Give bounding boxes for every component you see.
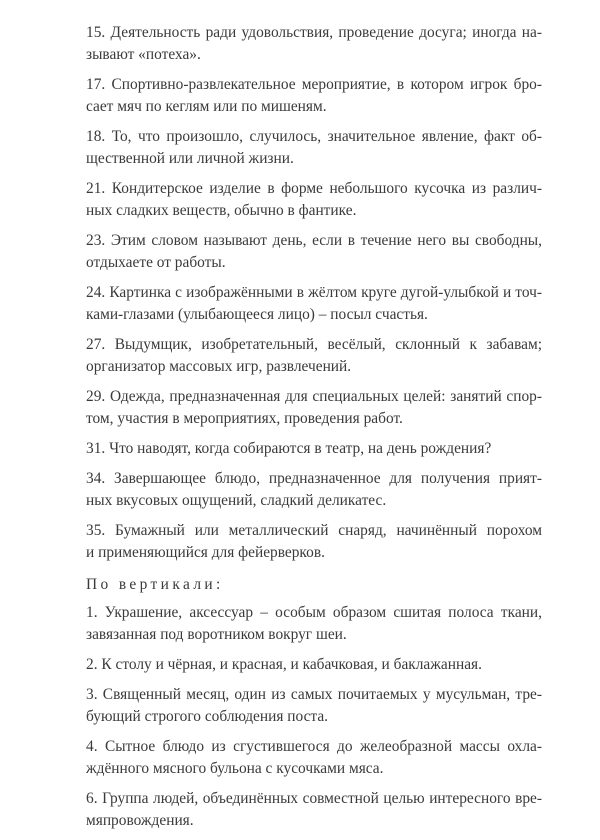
- clue-27: [66, 334, 542, 378]
- clue-line: и применяющийся для фейерверков.: [86, 544, 325, 561]
- clue-line: ных сладких веществ, обычно в фантике.: [86, 202, 357, 219]
- clue-line: зывают «потеха».: [86, 46, 201, 63]
- clue-line: бующий строгого соблюдения поста.: [86, 708, 329, 725]
- clue-line: 21. Кондитерское изделие в форме небольшого кусочка из различ-: [86, 180, 542, 197]
- clue-line: 34. Завершающее блюдо, предназначенное для получения прият-: [86, 470, 542, 487]
- clue-line: 27. Выдумщик, изобретательный, весёлый, склонный к забавам;: [86, 336, 542, 353]
- clue-line: 29. Одежда, предназначенная для специальных целей: занятий спор-: [86, 388, 542, 405]
- clue-31: [66, 438, 542, 460]
- clue-line: 6. Группа людей, объединённых совместной целью интересного вре-: [86, 790, 542, 807]
- clue-21: [66, 178, 542, 222]
- clue-v2: [66, 654, 542, 676]
- clue-line: ждённого мясного бульона с кусочками мяса.: [86, 760, 384, 777]
- clue-line: ных вкусовых ощущений, сладкий деликатес.: [86, 492, 387, 509]
- clue-34: [66, 468, 542, 512]
- clue-line: 4. Сытное блюдо из сгустившегося до желеобразной массы охла-: [86, 738, 542, 755]
- horizontal-clues-list: [66, 22, 542, 564]
- clue-line: том, участия в мероприятиях, проведения работ.: [86, 410, 403, 427]
- clue-line: сает мяч по кеглям или по мишеням.: [86, 98, 327, 115]
- clue-v1: [66, 602, 542, 646]
- clue-line: 3. Священный месяц, один из самых почитаемых у мусульман, тре-: [86, 686, 542, 703]
- clue-17: [66, 74, 542, 118]
- clue-line: 23. Этим словом называют день, если в течение него вы свободны,: [86, 232, 542, 249]
- clue-18: [66, 126, 542, 170]
- clue-15: [66, 22, 542, 66]
- clue-29: [66, 386, 542, 430]
- clue-line: завязанная под воротником вокруг шеи.: [86, 626, 347, 643]
- clue-line: 17. Спортивно-развлекательное мероприятие, в котором игрок бро-: [86, 76, 542, 93]
- clue-v3: [66, 684, 542, 728]
- clue-line: отдыхаете от работы.: [86, 254, 226, 271]
- vertical-clues-list: [66, 602, 542, 832]
- clue-v4: [66, 736, 542, 780]
- clue-line: 35. Бумажный или металлический снаряд, начинённый порохом: [86, 522, 542, 539]
- clue-line: организатор массовых игр, развлечений.: [86, 358, 352, 375]
- clue-v6: [66, 788, 542, 832]
- clue-35: [66, 520, 542, 564]
- clue-line: 2. К столу и чёрная, и красная, и кабачковая, и баклажанная.: [86, 656, 482, 673]
- clue-line: щественной или личной жизни.: [86, 150, 294, 167]
- clue-line: 15. Деятельность ради удовольствия, проведение досуга; иногда на-: [86, 24, 542, 41]
- clue-line: 1. Украшение, аксессуар – особым образом сшитая полоса ткани,: [86, 604, 542, 621]
- clue-24: [66, 282, 542, 326]
- clue-23: [66, 230, 542, 274]
- clue-line: мяпровождения.: [86, 812, 194, 829]
- vertical-section-heading: По вертикали:: [86, 576, 224, 593]
- crossword-clues-page: [66, 22, 542, 840]
- clue-line: 18. То, что произошло, случилось, значительное явление, факт об-: [86, 128, 542, 145]
- clue-line: 24. Картинка с изображёнными в жёлтом круге дугой-улыбкой и точ-: [86, 284, 542, 301]
- clue-line: ками-глазами (улыбающееся лицо) – посыл счастья.: [86, 306, 428, 323]
- clue-line: 31. Что наводят, когда собираются в театр, на день рождения?: [86, 440, 492, 457]
